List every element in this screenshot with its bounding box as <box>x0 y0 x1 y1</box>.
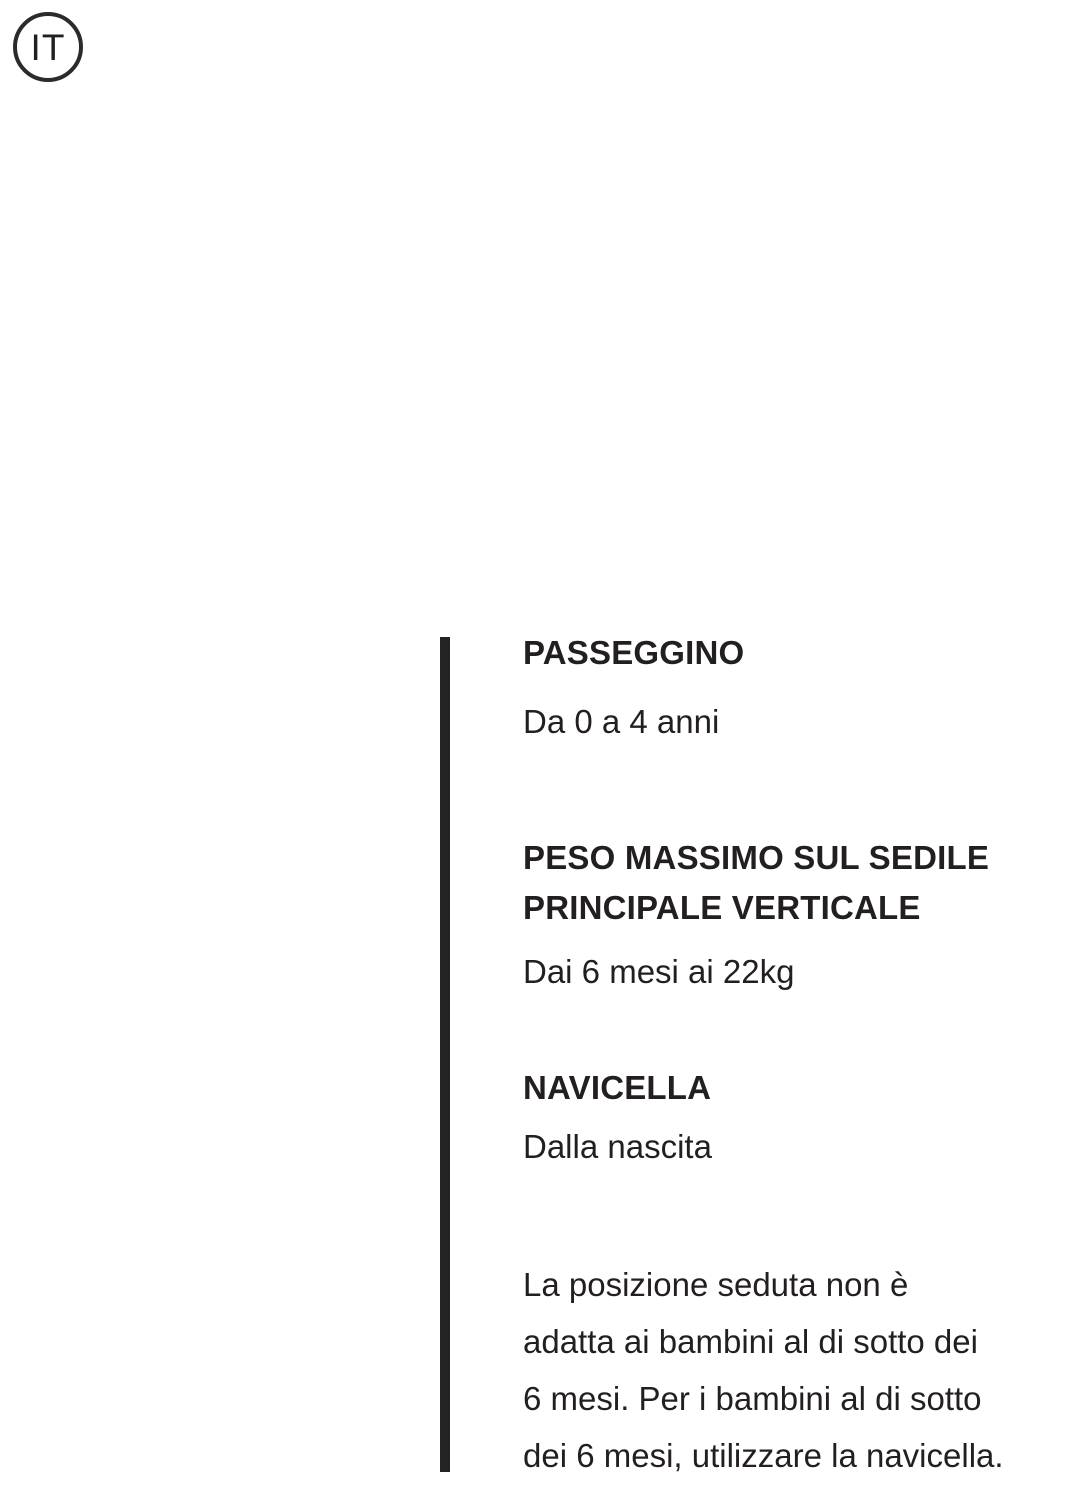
vertical-rule <box>440 637 450 1472</box>
note-line: La posizione seduta non è <box>523 1266 909 1303</box>
section-body-navicella: Dalla nascita <box>523 1128 712 1165</box>
language-badge-label: IT <box>30 26 66 68</box>
heading-line: PESO MASSIMO SUL SEDILE <box>523 839 990 876</box>
section-body-passeggino: Da 0 a 4 anni <box>523 703 720 740</box>
section-heading-peso-massimo <box>523 833 1068 933</box>
heading-line: PRINCIPALE VERTICALE <box>523 889 921 926</box>
heading-line: NAVICELLA <box>523 1069 712 1106</box>
section-heading-navicella <box>523 1063 1068 1113</box>
note-line: adatta ai bambini al di sotto dei <box>523 1323 978 1360</box>
note-paragraph <box>523 1256 1068 1484</box>
section-body-peso-massimo: Dai 6 mesi ai 22kg <box>523 953 795 990</box>
note-line: 6 mesi. Per i bambini al di sotto <box>523 1380 982 1417</box>
note-line: dei 6 mesi, utilizzare la navicella. <box>523 1437 1004 1474</box>
section-heading-passeggino <box>523 628 1068 678</box>
language-badge <box>13 12 83 82</box>
heading-line: PASSEGGINO <box>523 634 745 671</box>
